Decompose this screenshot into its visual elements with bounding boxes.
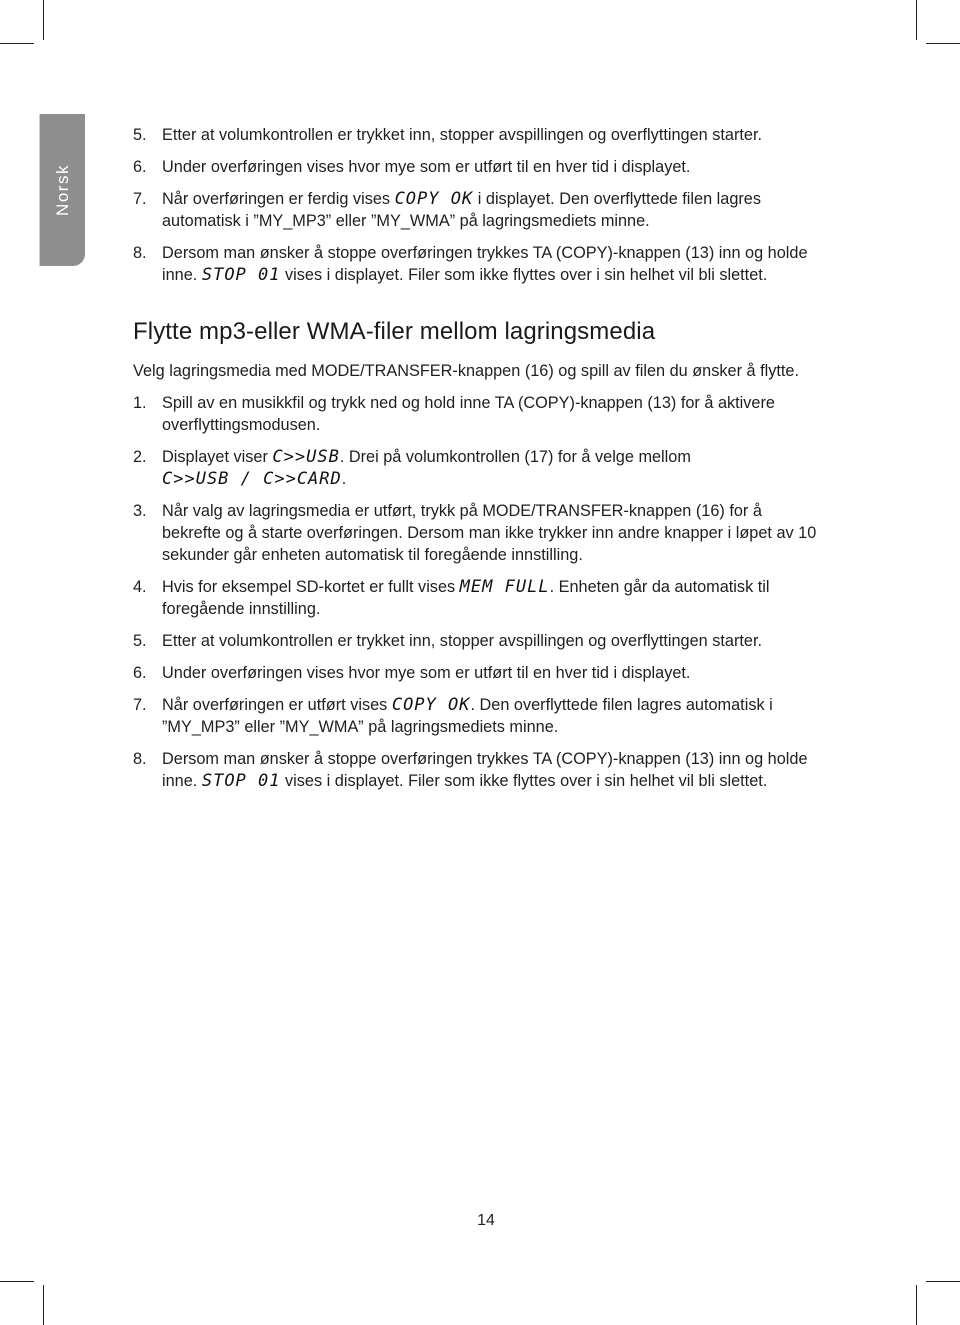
list-item-text: i displayet. Den overflyttede filen lagres automatisk i ”MY_MP3” eller ”MY_WMA” på lagringsmediets minne. <box>162 190 762 230</box>
list-item-number: 7. <box>133 190 147 208</box>
display-readout: STOP 01 <box>201 265 281 285</box>
section-title: Flytte mp3-eller WMA-filer mellom lagringsmedia <box>133 318 656 345</box>
display-readout: MEM FULL <box>459 577 550 597</box>
list-item-text: . <box>341 470 347 488</box>
display-readout: COPY OK <box>391 695 471 715</box>
list-item-text: Under overføringen vises hvor mye som er utført til en hver tid i displayet. <box>162 664 691 682</box>
list-item-text: Hvis for eksempel SD-kortet er fullt vises <box>162 578 460 596</box>
list-item <box>133 748 823 792</box>
list-item <box>133 124 823 146</box>
crop-mark <box>43 0 44 40</box>
display-readout: C>>USB <box>272 447 340 467</box>
display-readout: C>>USB / C>>CARD <box>162 469 342 489</box>
list-item-number: 6. <box>133 664 147 682</box>
list-item-text: Displayet viser <box>162 448 273 466</box>
crop-mark <box>916 0 917 40</box>
list-item-number: 3. <box>133 502 147 520</box>
list-item-text: Etter at volumkontrollen er trykket inn, stopper avspillingen og overflyttingen starter. <box>162 126 762 144</box>
crop-mark <box>926 43 960 44</box>
list-item-number: 2. <box>133 448 147 466</box>
list-item <box>133 630 823 652</box>
list-item <box>133 446 823 490</box>
list-item-number: 8. <box>133 750 147 768</box>
list-item-text: vises i displayet. Filer som ikke flyttes over i sin helhet vil bli slettet. <box>280 266 768 284</box>
section-intro: Velg lagringsmedia med MODE/TRANSFER-knappen (16) og spill av filen du ønsker å flytte. <box>133 362 800 380</box>
list-item-text: Når overføringen er utført vises <box>162 696 392 714</box>
list-item-number: 5. <box>133 126 147 144</box>
crop-mark <box>43 1285 44 1325</box>
list-item-number: 4. <box>133 578 147 596</box>
instruction-list-section <box>133 392 823 792</box>
display-readout: STOP 01 <box>201 771 281 791</box>
instruction-list-top <box>133 124 823 286</box>
list-item-number: 8. <box>133 244 147 262</box>
page-content <box>133 124 823 802</box>
crop-mark <box>0 1281 34 1282</box>
list-item-number: 6. <box>133 158 147 176</box>
crop-mark <box>926 1281 960 1282</box>
list-item <box>133 156 823 178</box>
crop-mark <box>916 1285 917 1325</box>
list-item-text: Etter at volumkontrollen er trykket inn, stopper avspillingen og overflyttingen starter. <box>162 632 762 650</box>
list-item <box>133 694 823 738</box>
list-item <box>133 576 823 620</box>
list-item-text: . Enheten går da automatisk til foregående innstilling. <box>162 578 770 618</box>
list-item <box>133 242 823 286</box>
list-item <box>133 662 823 684</box>
list-item-number: 5. <box>133 632 147 650</box>
display-readout: COPY OK <box>394 189 474 209</box>
list-item-text: . Den overflyttede filen lagres automatisk i ”MY_MP3” eller ”MY_WMA” på lagringsmediets minne. <box>162 696 773 736</box>
list-item <box>133 188 823 232</box>
list-item-text: Dersom man ønsker å stoppe overføringen trykkes TA (COPY)-knappen (13) inn og holde inne. <box>162 750 808 790</box>
list-item-text: vises i displayet. Filer som ikke flyttes over i sin helhet vil bli slettet. <box>280 772 768 790</box>
list-item-text: Når valg av lagringsmedia er utført, trykk på MODE/TRANSFER-knappen (16) for å bekrefte og å starte overføringen. Dersom man ikke trykker inn andre knapper i løpet av 10 sekunder går enheten automatisk til foregående innstilling. <box>162 502 817 564</box>
list-item-text: Under overføringen vises hvor mye som er utført til en hver tid i displayet. <box>162 158 691 176</box>
list-item <box>133 500 823 566</box>
list-item-text: Når overføringen er ferdig vises <box>162 190 395 208</box>
language-tab <box>39 114 85 266</box>
list-item-text: . Drei på volumkontrollen (17) for å velge mellom <box>339 448 691 466</box>
list-item-number: 1. <box>133 394 147 412</box>
list-item-text: Dersom man ønsker å stoppe overføringen trykkes TA (COPY)-knappen (13) inn og holde inne. <box>162 244 808 284</box>
list-item-number: 7. <box>133 696 147 714</box>
language-tab-label: Norsk <box>52 164 72 216</box>
crop-mark <box>0 43 34 44</box>
list-item <box>133 392 823 436</box>
list-item-text: Spill av en musikkfil og trykk ned og hold inne TA (COPY)-knappen (13) for å aktivere overflyttingsmodusen. <box>162 394 775 434</box>
page-number: 14 <box>477 1212 495 1229</box>
